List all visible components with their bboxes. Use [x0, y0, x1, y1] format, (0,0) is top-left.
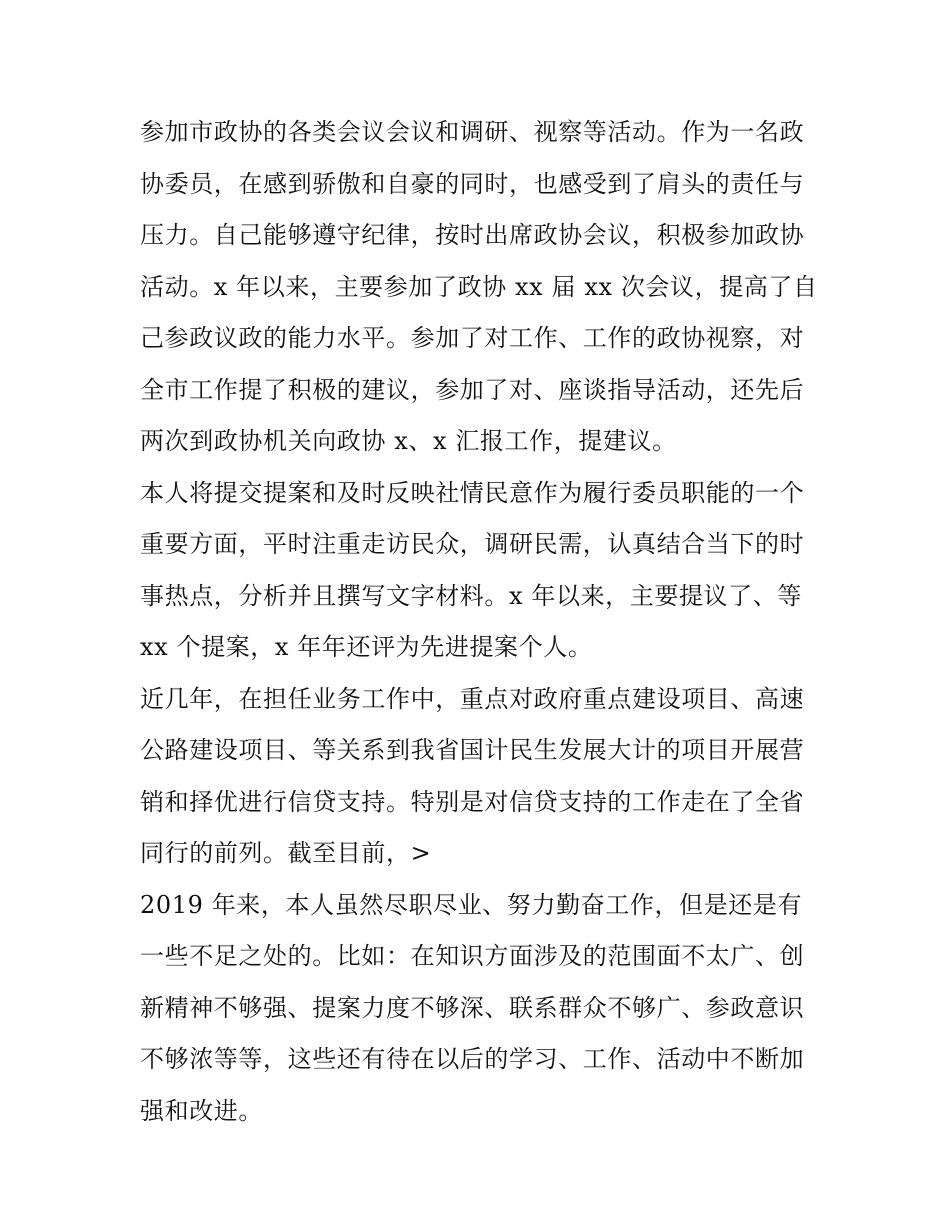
text-line: 2019 年来，本人虽然尽职尽业、努力勤奋工作，但是还是有: [140, 890, 803, 919]
text-line: 强和改进。: [140, 1096, 263, 1125]
text-line: 压力。自己能够遵守纪律，按时出席政协会议，积极参加政协: [140, 221, 805, 249]
text-line: 活动。x 年以来，主要参加了政协 xx 届 xx 次会议，提高了自: [140, 272, 818, 301]
text-line: 不够浓等等，这些还有待在以后的学习、工作、活动中不断加: [140, 1045, 805, 1073]
text-line: 两次到政协机关向政协 x、x 汇报工作，提建议。: [140, 427, 677, 455]
text-line: 本人将提交提案和及时反映社情民意作为履行委员职能的一个: [140, 478, 805, 507]
text-line: 新精神不够强、提案力度不够深、联系群众不够广、参政意识: [140, 993, 805, 1022]
text-line: 事热点，分析并且撰写文字材料。x 年以来，主要提议了、等: [140, 581, 802, 610]
text-line: 全市工作提了积极的建议，参加了对、座谈指导活动，还先后: [140, 375, 805, 404]
text-line: 参加市政协的各类会议会议和调研、视察等活动。作为一名政: [140, 118, 805, 146]
text-line: 己参政议政的能力水平。参加了对工作、工作的政协视察，对: [140, 324, 805, 352]
text-line: 销和择优进行信贷支持。特别是对信贷支持的工作走在了全省: [140, 787, 805, 816]
text-line: 重要方面，平时注重走访民众，调研民需，认真结合当下的时: [140, 530, 805, 558]
text-line: 近几年，在担任业务工作中，重点对政府重点建设项目、高速: [140, 684, 805, 713]
text-line: 一些不足之处的。比如：在知识方面涉及的范围面不太广、创: [140, 942, 805, 970]
document-body: [140, 107, 820, 1137]
text-line: 公路建设项目、等关系到我省国计民生发展大计的项目开展营: [140, 736, 805, 764]
text-line: 协委员，在感到骄傲和自豪的同时，也感受到了肩头的责任与: [140, 169, 805, 198]
text-line: xx 个提案，x 年年还评为先进提案个人。: [140, 633, 593, 661]
text-line: 同行的前列。截至目前，>: [140, 839, 432, 867]
